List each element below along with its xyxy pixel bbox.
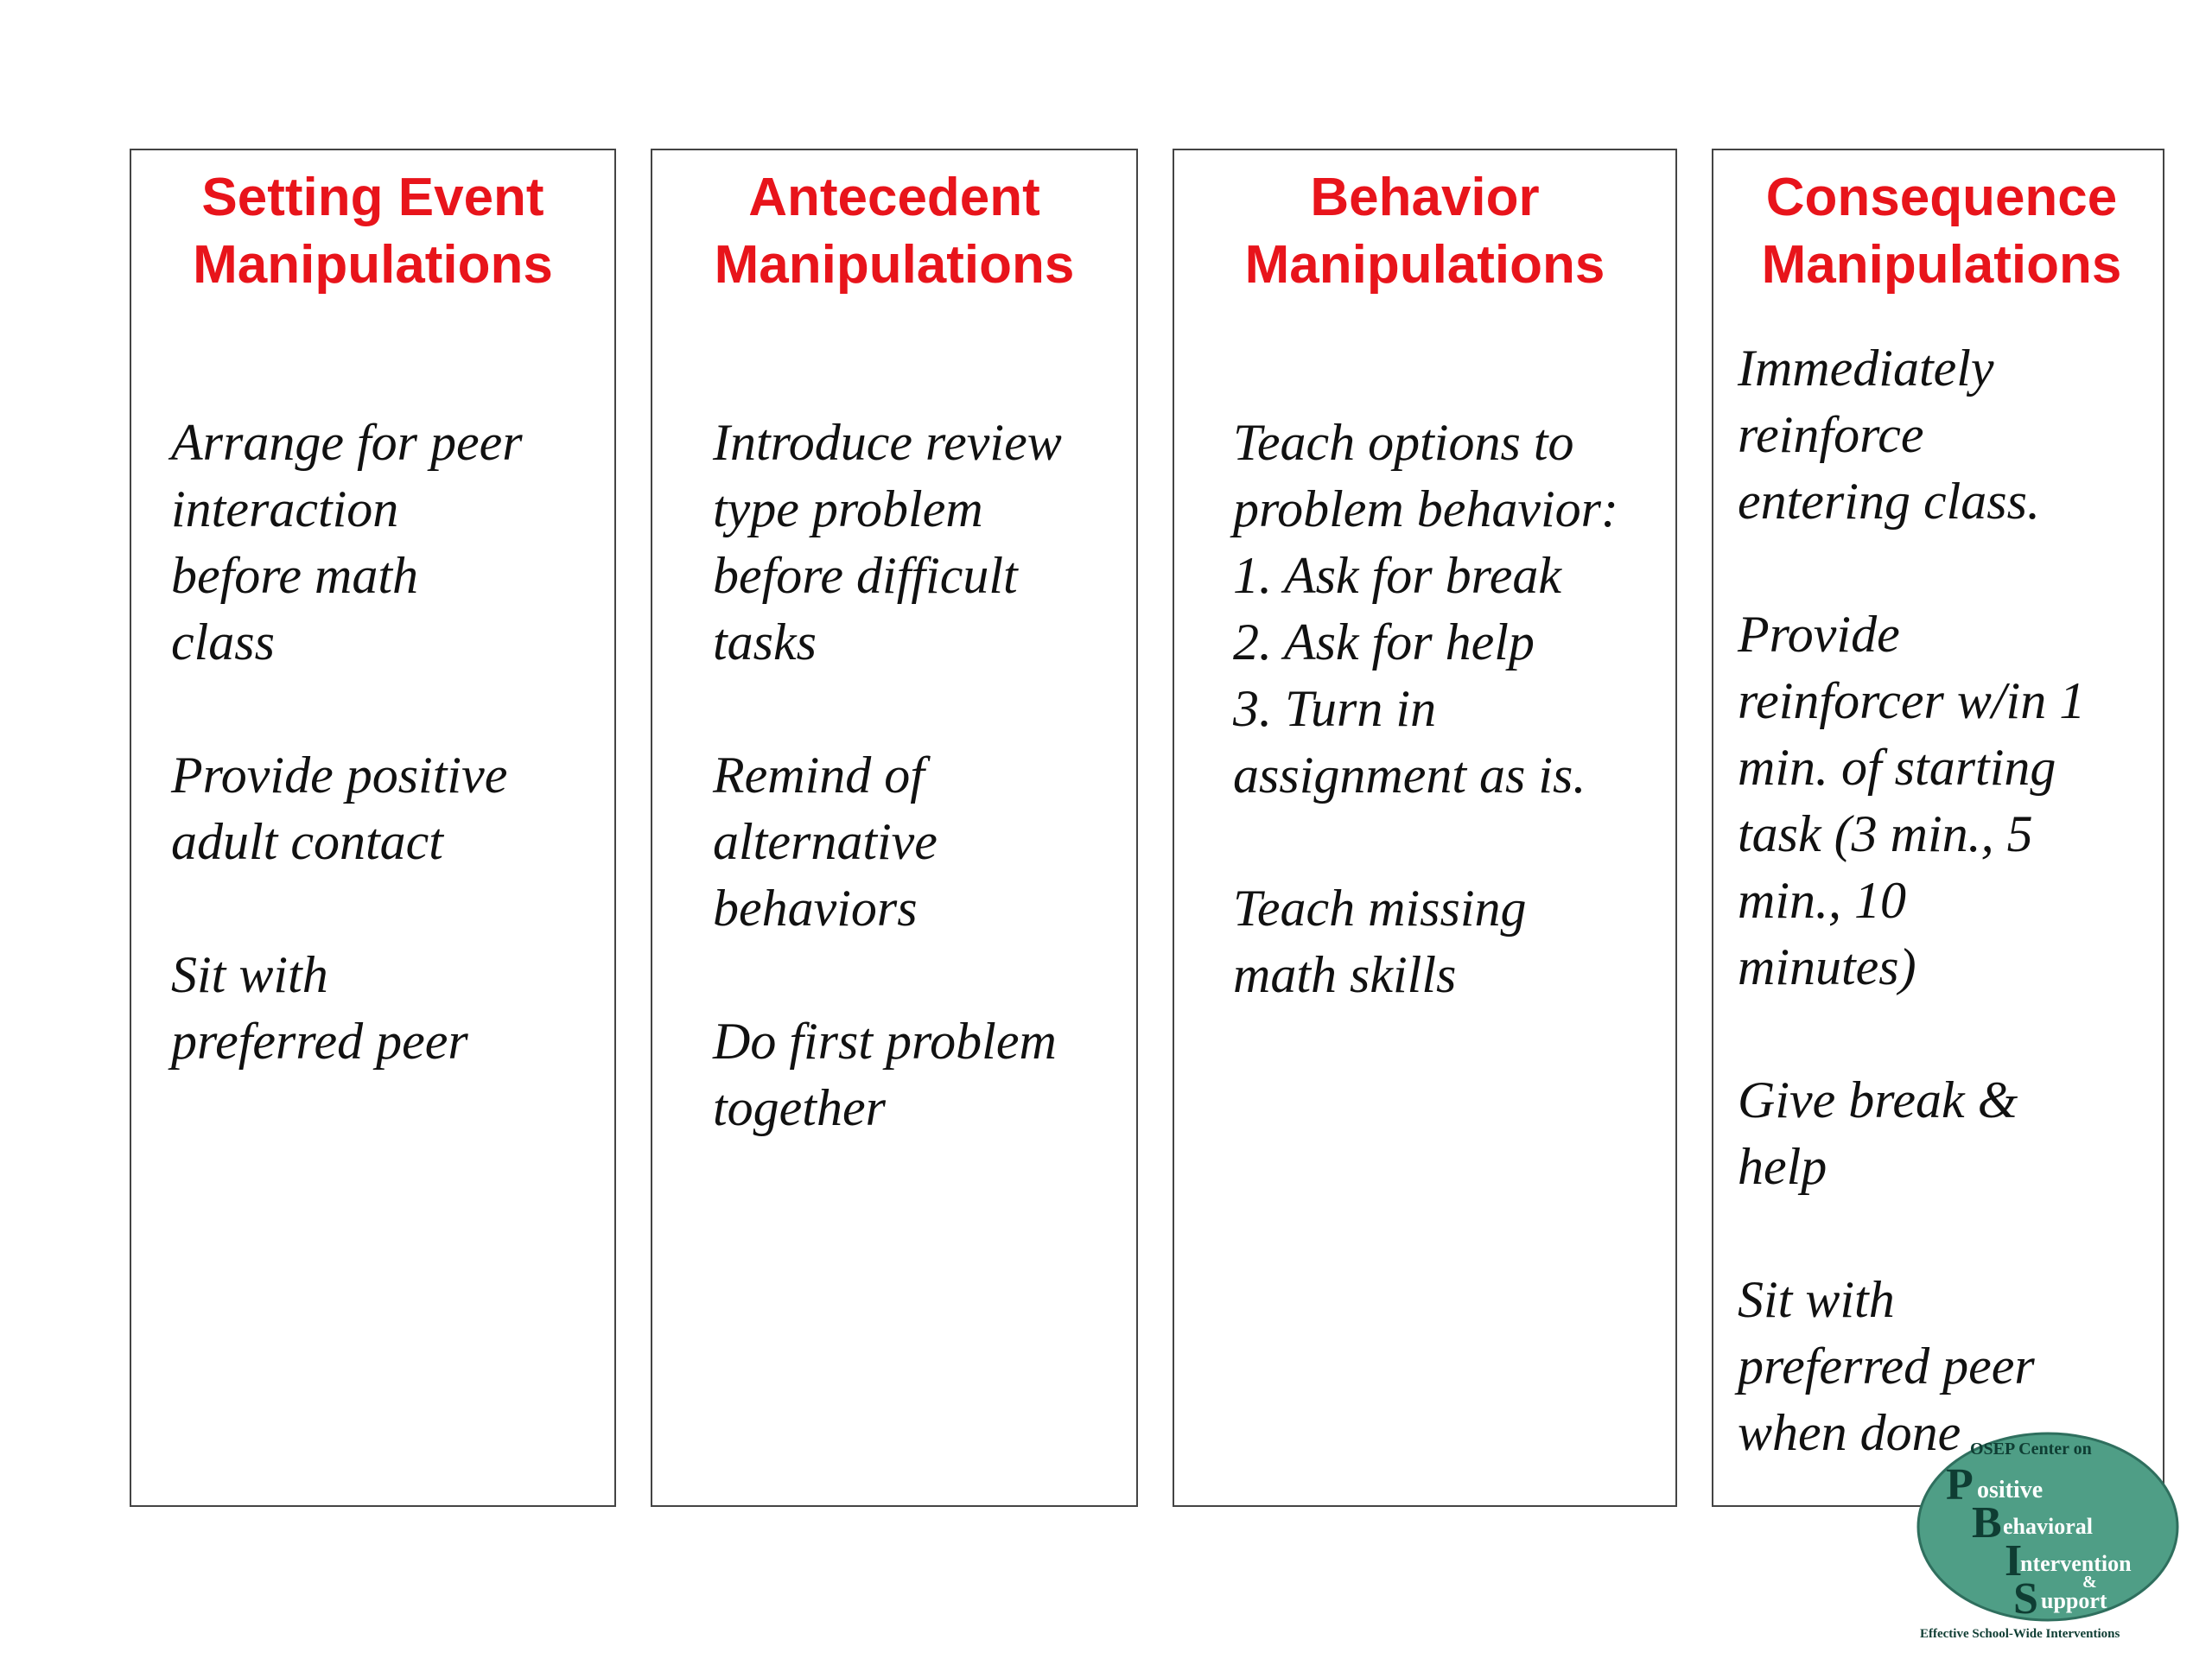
column-body <box>1233 410 1618 1075</box>
strategy-item: Teach options to problem behavior: 1. Ask for break 2. Ask for help 3. Turn in assignment as is. <box>1233 414 1619 804</box>
column-body <box>713 410 1062 1208</box>
consequence-column <box>1712 149 2164 1507</box>
column-title: Consequence Manipulations <box>1761 168 2122 295</box>
strategy-item: Remind of alternative behaviors <box>713 747 938 937</box>
logo-letter-b: B <box>1972 1498 2002 1548</box>
logo-word-behavioral: ehavioral <box>2003 1514 2093 1539</box>
logo-word-positive: ositive <box>1977 1477 2044 1503</box>
pbis-logo-icon <box>1910 1430 2195 1642</box>
strategy-item: Teach missing math skills <box>1233 880 1527 1003</box>
strategy-item: Sit with preferred peer <box>171 946 468 1070</box>
logo-ampersand: & <box>2082 1573 2097 1592</box>
column-title: Setting Event Manipulations <box>193 168 553 295</box>
strategy-item: Do first problem together <box>713 1013 1057 1136</box>
logo-tagline: Effective School-Wide Interventions <box>1920 1627 2120 1641</box>
strategy-item: Introduce review type problem before difficult tasks <box>713 414 1062 671</box>
logo-top-line: OSEP Center on <box>1970 1440 2092 1459</box>
strategy-item: Immediately reinforce entering class. <box>1738 340 2040 530</box>
pbis-logo <box>1910 1430 2195 1642</box>
logo-word-support: upport <box>2041 1588 2107 1613</box>
behavior-column <box>1173 149 1677 1507</box>
column-body <box>171 410 523 1141</box>
strategy-item: Sit with preferred peer when done <box>1738 1271 2035 1461</box>
strategy-item: Arrange for peer interaction before math class <box>171 414 523 671</box>
column-title: Behavior Manipulations <box>1244 168 1605 295</box>
strategy-item: Provide positive adult contact <box>171 747 508 870</box>
strategy-item: Give break & help <box>1738 1071 2018 1195</box>
logo-word-intervention: ntervention <box>2020 1551 2132 1576</box>
logo-letter-p: P <box>1946 1460 1974 1510</box>
column-body <box>1738 335 2085 1533</box>
logo-letter-s: S <box>2013 1574 2038 1624</box>
antecedent-column <box>651 149 1138 1507</box>
logo-letter-i: I <box>2005 1536 2023 1586</box>
setting-event-column <box>130 149 616 1507</box>
column-title: Antecedent Manipulations <box>714 168 1075 295</box>
strategy-item: Provide reinforcer w/in 1 min. of starting task (3 min., 5 min., 10 minutes) <box>1738 606 2086 995</box>
